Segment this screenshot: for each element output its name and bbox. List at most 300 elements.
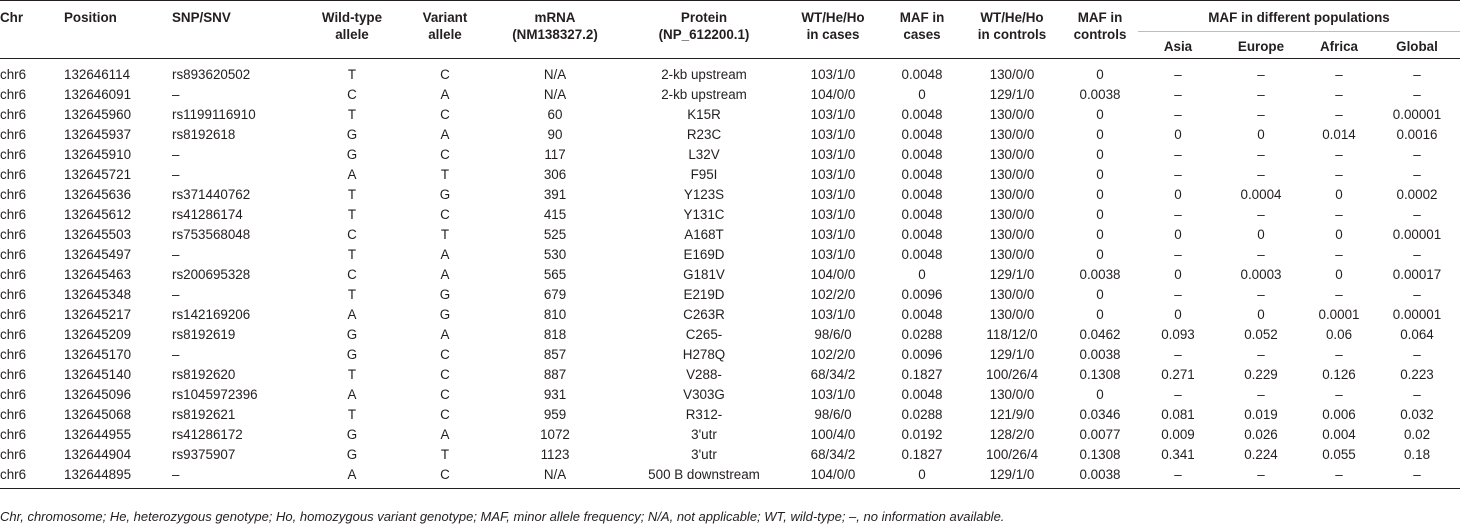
cell-position: 132645068 bbox=[64, 407, 132, 422]
cell-variant: G bbox=[439, 287, 451, 302]
cell-chr: chr6 bbox=[0, 447, 27, 462]
cell-maf-cases: 0 bbox=[918, 467, 926, 482]
cell-africa: 0.06 bbox=[1325, 327, 1353, 342]
col-header-africa: Africa bbox=[1320, 39, 1358, 54]
cell-position: 132645209 bbox=[64, 327, 132, 342]
cell-maf-cases: 0.0048 bbox=[901, 227, 943, 242]
cell-position: 132645463 bbox=[64, 267, 132, 282]
table-row bbox=[0, 385, 1460, 405]
cell-maf-controls: 0 bbox=[1096, 287, 1104, 302]
cell-protein: 3'utr bbox=[691, 427, 717, 442]
cell-global: – bbox=[1413, 87, 1421, 102]
cell-global: – bbox=[1413, 347, 1421, 362]
cell-asia: – bbox=[1174, 387, 1182, 402]
col-header-global: Global bbox=[1396, 39, 1438, 54]
cell-africa: – bbox=[1335, 147, 1343, 162]
table-row bbox=[0, 405, 1460, 425]
cell-europe: – bbox=[1257, 347, 1265, 362]
cell-snp: rs200695328 bbox=[172, 267, 251, 282]
cell-chr: chr6 bbox=[0, 327, 27, 342]
col-header-chr: Chr bbox=[0, 10, 24, 25]
cell-global: 0.0002 bbox=[1396, 187, 1438, 202]
cell-variant: G bbox=[439, 307, 451, 322]
cell-europe: – bbox=[1257, 247, 1265, 262]
cell-position: 132645636 bbox=[64, 187, 132, 202]
cell-position: 132645721 bbox=[64, 167, 132, 182]
cell-variant: C bbox=[440, 367, 450, 382]
cell-maf-controls: 0.0038 bbox=[1079, 87, 1121, 102]
cell-mrna: 565 bbox=[543, 267, 567, 282]
cell-global: – bbox=[1413, 467, 1421, 482]
cell-chr: chr6 bbox=[0, 127, 27, 142]
cell-protein: 500 B downstream bbox=[648, 467, 760, 482]
cell-wild-type: T bbox=[347, 407, 357, 422]
cell-maf-cases: 0.0288 bbox=[901, 327, 943, 342]
cell-maf-cases: 0.1827 bbox=[901, 367, 943, 382]
cell-chr: chr6 bbox=[0, 207, 27, 222]
cell-maf-cases: 0.0048 bbox=[901, 387, 943, 402]
cell-chr: chr6 bbox=[0, 87, 27, 102]
cell-asia: 0.081 bbox=[1161, 407, 1195, 422]
cell-variant: C bbox=[440, 107, 450, 122]
cell-wt-cases: 98/6/0 bbox=[814, 407, 852, 422]
cell-europe: – bbox=[1257, 467, 1265, 482]
cell-africa: 0.0001 bbox=[1318, 307, 1360, 322]
cell-protein: Y123S bbox=[683, 187, 725, 202]
cell-wt-cases: 102/2/0 bbox=[810, 287, 856, 302]
cell-protein: C265- bbox=[685, 327, 723, 342]
cell-asia: 0 bbox=[1174, 187, 1182, 202]
cell-chr: chr6 bbox=[0, 167, 27, 182]
cell-chr: chr6 bbox=[0, 427, 27, 442]
cell-europe: – bbox=[1257, 87, 1265, 102]
cell-protein: E219D bbox=[683, 287, 725, 302]
cell-mrna: 391 bbox=[543, 187, 567, 202]
cell-snp: rs753568048 bbox=[172, 227, 251, 242]
cell-africa: – bbox=[1335, 287, 1343, 302]
cell-protein: 2-kb upstream bbox=[661, 67, 747, 82]
cell-position: 132645937 bbox=[64, 127, 132, 142]
cell-global: 0.032 bbox=[1400, 407, 1434, 422]
cell-asia: – bbox=[1174, 347, 1182, 362]
cell-africa: – bbox=[1335, 247, 1343, 262]
cell-wt-cases: 104/0/0 bbox=[810, 267, 856, 282]
cell-maf-cases: 0.1827 bbox=[901, 447, 943, 462]
cell-variant: T bbox=[440, 167, 450, 182]
cell-wt-cases: 103/1/0 bbox=[810, 147, 856, 162]
cell-chr: chr6 bbox=[0, 67, 27, 82]
cell-protein: K15R bbox=[687, 107, 721, 122]
cell-position: 132645910 bbox=[64, 147, 132, 162]
cell-asia: – bbox=[1174, 467, 1182, 482]
cell-chr: chr6 bbox=[0, 107, 27, 122]
cell-variant: C bbox=[440, 67, 450, 82]
col-header-snp: SNP/SNV bbox=[172, 10, 231, 25]
cell-maf-controls: 0.0038 bbox=[1079, 267, 1121, 282]
cell-maf-cases: 0.0048 bbox=[901, 67, 943, 82]
cell-wt-controls: 130/0/0 bbox=[989, 127, 1035, 142]
cell-wild-type: G bbox=[346, 447, 358, 462]
cell-africa: 0.126 bbox=[1322, 367, 1356, 382]
cell-wt-cases: 103/1/0 bbox=[810, 247, 856, 262]
cell-maf-cases: 0.0288 bbox=[901, 407, 943, 422]
cell-position: 132645960 bbox=[64, 107, 132, 122]
cell-mrna: N/A bbox=[543, 467, 567, 482]
cell-mrna: N/A bbox=[543, 87, 567, 102]
cell-global: – bbox=[1413, 287, 1421, 302]
cell-maf-controls: 0.0038 bbox=[1079, 467, 1121, 482]
cell-mrna: 818 bbox=[543, 327, 567, 342]
cell-wt-cases: 103/1/0 bbox=[810, 387, 856, 402]
cell-wild-type: T bbox=[347, 187, 357, 202]
table-row bbox=[0, 285, 1460, 305]
cell-wt-controls: 130/0/0 bbox=[989, 107, 1035, 122]
col-header-maf-cases: MAF in cases bbox=[899, 10, 945, 42]
table-row bbox=[0, 145, 1460, 165]
cell-global: – bbox=[1413, 147, 1421, 162]
cell-wild-type: T bbox=[347, 367, 357, 382]
cell-protein: L32V bbox=[688, 147, 720, 162]
cell-europe: – bbox=[1257, 107, 1265, 122]
cell-europe: – bbox=[1257, 207, 1265, 222]
cell-africa: 0.006 bbox=[1322, 407, 1356, 422]
table-footnote: Chr, chromosome; He, heterozygous genotype; Ho, homozygous variant genotype; MAF, minor allele frequency; N/A, not applicable; WT, wild-type; –, no information available. bbox=[0, 509, 1005, 524]
cell-maf-cases: 0.0048 bbox=[901, 127, 943, 142]
cell-africa: 0.055 bbox=[1322, 447, 1356, 462]
cell-wt-controls: 100/26/4 bbox=[985, 367, 1039, 382]
cell-asia: – bbox=[1174, 247, 1182, 262]
cell-wild-type: G bbox=[346, 127, 358, 142]
cell-maf-controls: 0 bbox=[1096, 127, 1104, 142]
table-row bbox=[0, 125, 1460, 145]
col-header-asia: Asia bbox=[1163, 39, 1193, 54]
cell-asia: 0.009 bbox=[1161, 427, 1195, 442]
cell-mrna: 415 bbox=[543, 207, 567, 222]
cell-wild-type: G bbox=[346, 347, 358, 362]
cell-wt-controls: 121/9/0 bbox=[989, 407, 1035, 422]
cell-asia: – bbox=[1174, 107, 1182, 122]
cell-mrna: 1123 bbox=[540, 447, 570, 462]
cell-wt-controls: 129/1/0 bbox=[989, 347, 1035, 362]
cell-europe: 0.019 bbox=[1244, 407, 1278, 422]
cell-mrna: 90 bbox=[547, 127, 563, 142]
cell-africa: 0.014 bbox=[1322, 127, 1356, 142]
cell-wt-controls: 130/0/0 bbox=[989, 227, 1035, 242]
cell-mrna: 679 bbox=[543, 287, 567, 302]
cell-wt-controls: 100/26/4 bbox=[985, 447, 1039, 462]
col-header-wt-cases: WT/He/Ho in cases bbox=[801, 10, 865, 42]
cell-africa: – bbox=[1335, 347, 1343, 362]
cell-variant: C bbox=[440, 387, 450, 402]
table-row bbox=[0, 445, 1460, 465]
cell-maf-controls: 0 bbox=[1096, 187, 1104, 202]
cell-position: 132645170 bbox=[64, 347, 132, 362]
cell-mrna: N/A bbox=[543, 67, 567, 82]
cell-variant: A bbox=[440, 267, 450, 282]
cell-protein: F95I bbox=[690, 167, 718, 182]
cell-chr: chr6 bbox=[0, 147, 27, 162]
cell-mrna: 959 bbox=[543, 407, 567, 422]
cell-variant: A bbox=[440, 247, 450, 262]
cell-protein: V288- bbox=[686, 367, 722, 382]
cell-maf-controls: 0.0346 bbox=[1079, 407, 1121, 422]
cell-snp: – bbox=[172, 467, 180, 482]
cell-wild-type: G bbox=[346, 427, 358, 442]
cell-global: – bbox=[1413, 67, 1421, 82]
cell-europe: – bbox=[1257, 287, 1265, 302]
cell-snp: rs41286172 bbox=[172, 427, 243, 442]
cell-europe: – bbox=[1257, 147, 1265, 162]
cell-global: 0.00001 bbox=[1392, 307, 1442, 322]
cell-africa: – bbox=[1335, 387, 1343, 402]
cell-maf-cases: 0.0048 bbox=[901, 187, 943, 202]
cell-snp: rs8192620 bbox=[172, 367, 236, 382]
cell-maf-controls: 0 bbox=[1096, 207, 1104, 222]
cell-europe: 0 bbox=[1257, 227, 1265, 242]
col-header-europe: Europe bbox=[1237, 39, 1285, 54]
cell-asia: – bbox=[1174, 67, 1182, 82]
cell-global: 0.18 bbox=[1403, 447, 1431, 462]
cell-asia: – bbox=[1174, 207, 1182, 222]
cell-protein: R312- bbox=[685, 407, 723, 422]
cell-africa: – bbox=[1335, 107, 1343, 122]
cell-maf-controls: 0 bbox=[1096, 387, 1104, 402]
cell-global: 0.0016 bbox=[1396, 127, 1438, 142]
cell-snp: – bbox=[172, 87, 180, 102]
cell-maf-cases: 0.0048 bbox=[901, 307, 943, 322]
table-row bbox=[0, 185, 1460, 205]
table-row bbox=[0, 225, 1460, 245]
cell-maf-controls: 0.0077 bbox=[1079, 427, 1121, 442]
cell-mrna: 117 bbox=[544, 147, 566, 162]
cell-europe: 0.229 bbox=[1244, 367, 1278, 382]
cell-variant: C bbox=[440, 207, 450, 222]
cell-variant: A bbox=[440, 127, 450, 142]
cell-wild-type: A bbox=[347, 307, 357, 322]
cell-maf-cases: 0.0096 bbox=[901, 347, 943, 362]
cell-variant: A bbox=[440, 327, 450, 342]
cell-asia: – bbox=[1174, 167, 1182, 182]
cell-global: – bbox=[1413, 167, 1421, 182]
cell-europe: 0.224 bbox=[1244, 447, 1278, 462]
cell-snp: rs8192619 bbox=[172, 327, 236, 342]
cell-snp: rs8192618 bbox=[172, 127, 236, 142]
cell-wild-type: C bbox=[347, 87, 357, 102]
cell-maf-controls: 0.1308 bbox=[1079, 447, 1121, 462]
cell-chr: chr6 bbox=[0, 347, 27, 362]
cell-position: 132645140 bbox=[64, 367, 132, 382]
cell-wt-controls: 129/1/0 bbox=[989, 267, 1035, 282]
cell-asia: 0 bbox=[1174, 267, 1182, 282]
cell-asia: 0.093 bbox=[1161, 327, 1195, 342]
cell-wt-cases: 103/1/0 bbox=[810, 127, 856, 142]
cell-protein: V303G bbox=[683, 387, 725, 402]
cell-maf-cases: 0 bbox=[918, 87, 926, 102]
cell-europe: – bbox=[1257, 67, 1265, 82]
cell-global: – bbox=[1413, 207, 1421, 222]
cell-wild-type: A bbox=[347, 387, 357, 402]
cell-variant: A bbox=[440, 427, 450, 442]
cell-mrna: 931 bbox=[543, 387, 567, 402]
cell-maf-cases: 0 bbox=[918, 267, 926, 282]
cell-chr: chr6 bbox=[0, 307, 27, 322]
cell-africa: 0.004 bbox=[1322, 427, 1356, 442]
table-row bbox=[0, 325, 1460, 345]
col-header-mrna: mRNA (NM138327.2) bbox=[512, 10, 598, 42]
cell-chr: chr6 bbox=[0, 407, 27, 422]
cell-snp: rs893620502 bbox=[172, 67, 251, 82]
cell-asia: 0 bbox=[1174, 127, 1182, 142]
cell-wt-cases: 104/0/0 bbox=[810, 87, 856, 102]
cell-chr: chr6 bbox=[0, 287, 27, 302]
cell-mrna: 1072 bbox=[540, 427, 570, 442]
col-header-protein: Protein (NP_612200.1) bbox=[658, 10, 750, 42]
cell-position: 132644895 bbox=[64, 467, 132, 482]
cell-africa: 0 bbox=[1335, 187, 1343, 202]
cell-asia: 0 bbox=[1174, 227, 1182, 242]
cell-maf-cases: 0.0048 bbox=[901, 207, 943, 222]
cell-maf-controls: 0 bbox=[1096, 307, 1104, 322]
cell-snp: – bbox=[172, 167, 180, 182]
cell-europe: 0.052 bbox=[1244, 327, 1278, 342]
cell-asia: 0.341 bbox=[1161, 447, 1195, 462]
cell-position: 132644904 bbox=[64, 447, 132, 462]
cell-wt-controls: 130/0/0 bbox=[989, 187, 1035, 202]
cell-position: 132645612 bbox=[64, 207, 132, 222]
cell-wild-type: A bbox=[347, 467, 357, 482]
cell-variant: C bbox=[440, 347, 450, 362]
cell-protein: H278Q bbox=[682, 347, 726, 362]
cell-snp: rs8192621 bbox=[172, 407, 236, 422]
cell-asia: – bbox=[1174, 287, 1182, 302]
cell-variant: C bbox=[440, 407, 450, 422]
table-row bbox=[0, 85, 1460, 105]
cell-maf-cases: 0.0048 bbox=[901, 147, 943, 162]
cell-chr: chr6 bbox=[0, 247, 27, 262]
col-header-variant: Variant allele bbox=[422, 10, 468, 42]
cell-mrna: 60 bbox=[547, 107, 563, 122]
cell-variant: C bbox=[440, 147, 450, 162]
cell-wt-cases: 103/1/0 bbox=[810, 227, 856, 242]
cell-wild-type: C bbox=[347, 227, 357, 242]
col-header-maf-populations: MAF in different populations bbox=[1138, 1, 1460, 32]
cell-wt-cases: 103/1/0 bbox=[810, 107, 856, 122]
cell-wt-controls: 128/2/0 bbox=[989, 427, 1035, 442]
cell-africa: 0 bbox=[1335, 267, 1343, 282]
cell-asia: 0.271 bbox=[1161, 367, 1195, 382]
cell-protein: G181V bbox=[683, 267, 725, 282]
cell-maf-controls: 0.0462 bbox=[1079, 327, 1121, 342]
table-row bbox=[0, 165, 1460, 185]
cell-wt-controls: 118/12/0 bbox=[986, 327, 1038, 342]
table-row bbox=[0, 59, 1460, 86]
cell-snp: rs371440762 bbox=[172, 187, 251, 202]
cell-wt-controls: 130/0/0 bbox=[989, 207, 1035, 222]
cell-snp: rs9375907 bbox=[172, 447, 236, 462]
cell-africa: 0 bbox=[1335, 227, 1343, 242]
cell-wt-cases: 68/34/2 bbox=[810, 367, 856, 382]
cell-africa: – bbox=[1335, 87, 1343, 102]
cell-europe: 0.0003 bbox=[1240, 267, 1282, 282]
cell-europe: – bbox=[1257, 387, 1265, 402]
cell-maf-controls: 0 bbox=[1096, 227, 1104, 242]
cell-chr: chr6 bbox=[0, 367, 27, 382]
table-row bbox=[0, 425, 1460, 445]
cell-wild-type: G bbox=[346, 147, 358, 162]
cell-wt-cases: 103/1/0 bbox=[810, 307, 856, 322]
table-row bbox=[0, 245, 1460, 265]
cell-protein: C263R bbox=[683, 307, 725, 322]
cell-asia: 0 bbox=[1174, 307, 1182, 322]
cell-maf-cases: 0.0048 bbox=[901, 167, 943, 182]
cell-wild-type: T bbox=[347, 247, 357, 262]
cell-maf-controls: 0 bbox=[1096, 167, 1104, 182]
cell-wt-cases: 103/1/0 bbox=[810, 167, 856, 182]
table-row bbox=[0, 265, 1460, 285]
cell-global: 0.02 bbox=[1403, 427, 1431, 442]
col-header-maf-controls: MAF in controls bbox=[1073, 10, 1127, 42]
cell-wt-controls: 130/0/0 bbox=[989, 287, 1035, 302]
cell-snp: – bbox=[172, 247, 180, 262]
cell-wt-controls: 130/0/0 bbox=[989, 387, 1035, 402]
cell-protein: Y131C bbox=[683, 207, 725, 222]
cell-wt-cases: 68/34/2 bbox=[810, 447, 856, 462]
cell-variant: C bbox=[440, 467, 450, 482]
cell-global: – bbox=[1413, 247, 1421, 262]
cell-snp: – bbox=[172, 147, 180, 162]
cell-position: 132645348 bbox=[64, 287, 132, 302]
table-row bbox=[0, 365, 1460, 385]
cell-wt-cases: 98/6/0 bbox=[814, 327, 852, 342]
cell-maf-controls: 0 bbox=[1096, 247, 1104, 262]
cell-maf-controls: 0 bbox=[1096, 147, 1104, 162]
cell-global: 0.00001 bbox=[1392, 107, 1442, 122]
cell-snp: rs41286174 bbox=[172, 207, 243, 222]
header-row-1 bbox=[0, 1, 1460, 32]
cell-protein: A168T bbox=[684, 227, 724, 242]
cell-wt-controls: 130/0/0 bbox=[989, 307, 1035, 322]
cell-position: 132645217 bbox=[64, 307, 132, 322]
cell-global: 0.064 bbox=[1400, 327, 1434, 342]
cell-maf-cases: 0.0192 bbox=[901, 427, 943, 442]
cell-mrna: 857 bbox=[543, 347, 567, 362]
cell-wild-type: T bbox=[347, 107, 357, 122]
cell-mrna: 306 bbox=[543, 167, 567, 182]
cell-wild-type: C bbox=[347, 267, 357, 282]
cell-asia: – bbox=[1174, 147, 1182, 162]
cell-global: – bbox=[1413, 387, 1421, 402]
cell-chr: chr6 bbox=[0, 187, 27, 202]
cell-global: 0.00001 bbox=[1392, 227, 1442, 242]
cell-wt-cases: 102/2/0 bbox=[810, 347, 856, 362]
cell-wild-type: G bbox=[346, 327, 358, 342]
cell-wild-type: T bbox=[347, 207, 357, 222]
cell-maf-cases: 0.0048 bbox=[901, 107, 943, 122]
cell-africa: – bbox=[1335, 467, 1343, 482]
cell-position: 132644955 bbox=[64, 427, 132, 442]
cell-maf-cases: 0.0048 bbox=[901, 247, 943, 262]
col-header-wt-controls: WT/He/Ho in controls bbox=[977, 10, 1047, 42]
cell-maf-cases: 0.0096 bbox=[901, 287, 943, 302]
table-row bbox=[0, 105, 1460, 125]
table-row bbox=[0, 345, 1460, 365]
cell-wild-type: A bbox=[347, 167, 357, 182]
cell-wt-cases: 104/0/0 bbox=[810, 467, 856, 482]
cell-wild-type: T bbox=[347, 287, 357, 302]
col-header-wild-type: Wild-type allele bbox=[321, 10, 383, 42]
cell-global: 0.223 bbox=[1400, 367, 1434, 382]
cell-europe: – bbox=[1257, 167, 1265, 182]
